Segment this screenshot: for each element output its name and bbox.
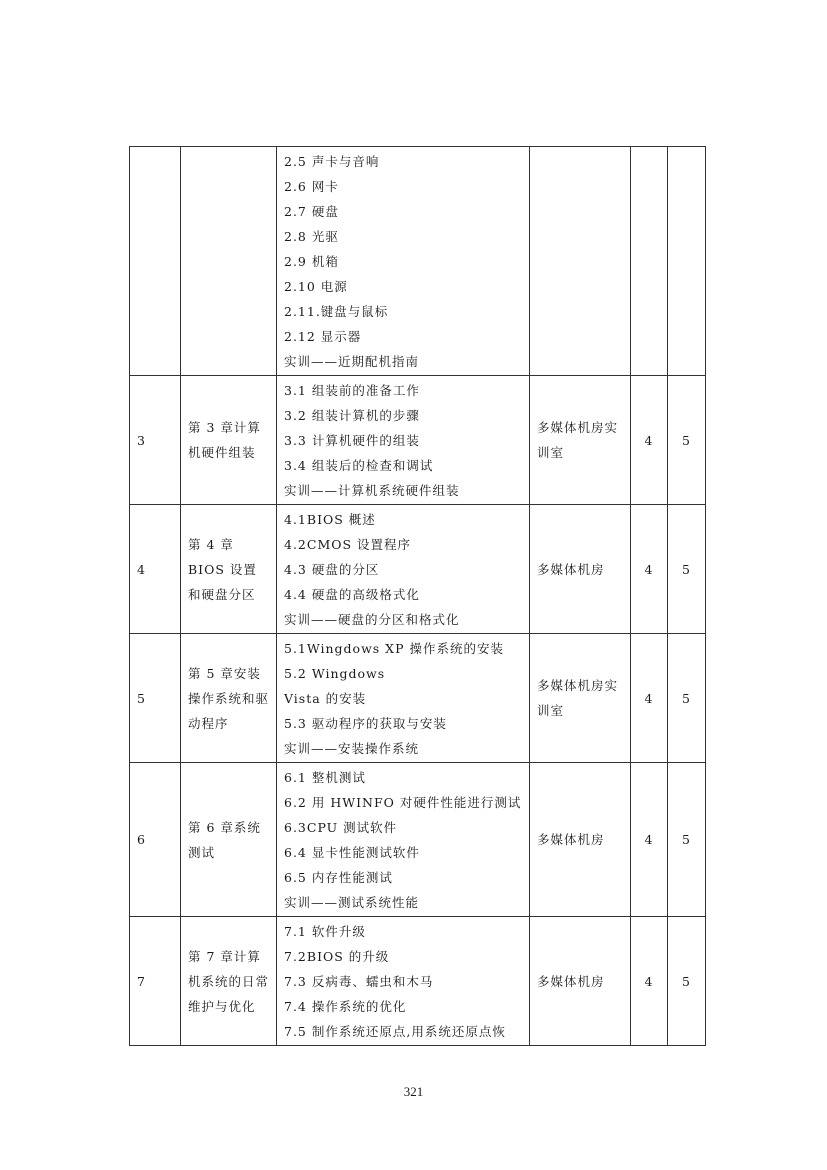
topic-item: 6.4 显卡性能测试软件 <box>284 845 420 860</box>
chapter-cell: 第 3 章计算机硬件组装 <box>181 376 277 505</box>
table-row <box>130 505 706 634</box>
table-row <box>130 147 706 376</box>
topic-item: 2.12 显示器 <box>284 329 362 344</box>
hours-cell: 4 <box>631 505 668 634</box>
topic-item: 4.2CMOS 设置程序 <box>284 537 412 552</box>
topic-item: 5.2 Wingdows <box>284 666 386 681</box>
topic-item: 2.7 硬盘 <box>284 204 339 219</box>
venue-cell: 多媒体机房实训室 <box>530 376 631 505</box>
hours-cell: 4 <box>631 376 668 505</box>
hours-cell: 4 <box>631 763 668 917</box>
topic-item: 2.9 机箱 <box>284 254 339 269</box>
hours-cell: 5 <box>668 376 706 505</box>
topic-item: 3.3 计算机硬件的组装 <box>284 433 420 448</box>
topic-item: 2.11.键盘与鼠标 <box>284 304 389 319</box>
topic-item: 3.2 组装计算机的步骤 <box>284 408 420 423</box>
hours-cell: 5 <box>668 917 706 1046</box>
topic-item: 实训——测试系统性能 <box>284 895 420 910</box>
topic-item: 4.3 硬盘的分区 <box>284 562 380 577</box>
topic-item: 3.1 组装前的准备工作 <box>284 383 420 398</box>
chapter-cell <box>181 147 277 376</box>
venue-cell: 多媒体机房 <box>530 763 631 917</box>
topic-item: 7.3 反病毒、蠕虫和木马 <box>284 974 434 989</box>
hours-cell <box>668 147 706 376</box>
topic-item: 6.2 用 HWINFO 对硬件性能进行测试 <box>284 795 522 810</box>
topics-cell <box>277 376 530 505</box>
topic-item: 2.5 声卡与音响 <box>284 154 380 169</box>
table-row <box>130 634 706 763</box>
topic-item: 7.2BIOS 的升级 <box>284 949 390 964</box>
topic-item: 实训——计算机系统硬件组装 <box>284 483 460 498</box>
venue-cell: 多媒体机房实训室 <box>530 634 631 763</box>
topics-cell <box>277 917 530 1046</box>
curriculum-table <box>129 146 706 1046</box>
chapter-cell: 第 5 章安装操作系统和驱动程序 <box>181 634 277 763</box>
hours-cell <box>631 147 668 376</box>
topic-item: 实训——安装操作系统 <box>284 741 420 756</box>
topic-item: 6.3CPU 测试软件 <box>284 820 398 835</box>
hours-cell: 4 <box>631 634 668 763</box>
hours-cell: 5 <box>668 505 706 634</box>
topic-item: 7.4 操作系统的优化 <box>284 999 407 1014</box>
hours-cell: 4 <box>631 917 668 1046</box>
row-index-cell: 6 <box>130 763 181 917</box>
venue-cell: 多媒体机房 <box>530 917 631 1046</box>
topic-item: 实训——近期配机指南 <box>284 354 420 369</box>
topic-item: 4.1BIOS 概述 <box>284 512 376 527</box>
topic-item: 6.1 整机测试 <box>284 770 366 785</box>
venue-cell: 多媒体机房 <box>530 505 631 634</box>
chapter-cell: 第 4 章 BIOS 设置和硬盘分区 <box>181 505 277 634</box>
topic-item: 2.6 网卡 <box>284 179 339 194</box>
topic-item: Vista 的安装 <box>284 691 367 706</box>
topic-item: 7.1 软件升级 <box>284 924 366 939</box>
table-row <box>130 763 706 917</box>
row-index-cell: 3 <box>130 376 181 505</box>
row-index-cell: 7 <box>130 917 181 1046</box>
topics-cell <box>277 634 530 763</box>
hours-cell: 5 <box>668 634 706 763</box>
topics-cell <box>277 505 530 634</box>
topic-item: 5.1Wingdows XP 操作系统的安装 <box>284 641 504 656</box>
row-index-cell: 4 <box>130 505 181 634</box>
topic-item: 实训——硬盘的分区和格式化 <box>284 612 460 627</box>
row-index-cell: 5 <box>130 634 181 763</box>
curriculum-table-body <box>130 147 706 1046</box>
topic-item: 3.4 组装后的检查和调试 <box>284 458 434 473</box>
topic-item: 2.8 光驱 <box>284 229 339 244</box>
chapter-cell: 第 7 章计算机系统的日常维护与优化 <box>181 917 277 1046</box>
topic-item: 5.3 驱动程序的获取与安装 <box>284 716 447 731</box>
topic-item: 7.5 制作系统还原点,用系统还原点恢 <box>284 1024 506 1039</box>
page-number: 321 <box>403 1084 424 1099</box>
hours-cell: 5 <box>668 763 706 917</box>
topics-cell <box>277 147 530 376</box>
topics-cell <box>277 763 530 917</box>
venue-cell <box>530 147 631 376</box>
topic-item: 4.4 硬盘的高级格式化 <box>284 587 420 602</box>
topic-item: 2.10 电源 <box>284 279 348 294</box>
table-row <box>130 917 706 1046</box>
row-index-cell <box>130 147 181 376</box>
table-row <box>130 376 706 505</box>
topic-item: 6.5 内存性能测试 <box>284 870 393 885</box>
chapter-cell: 第 6 章系统测试 <box>181 763 277 917</box>
